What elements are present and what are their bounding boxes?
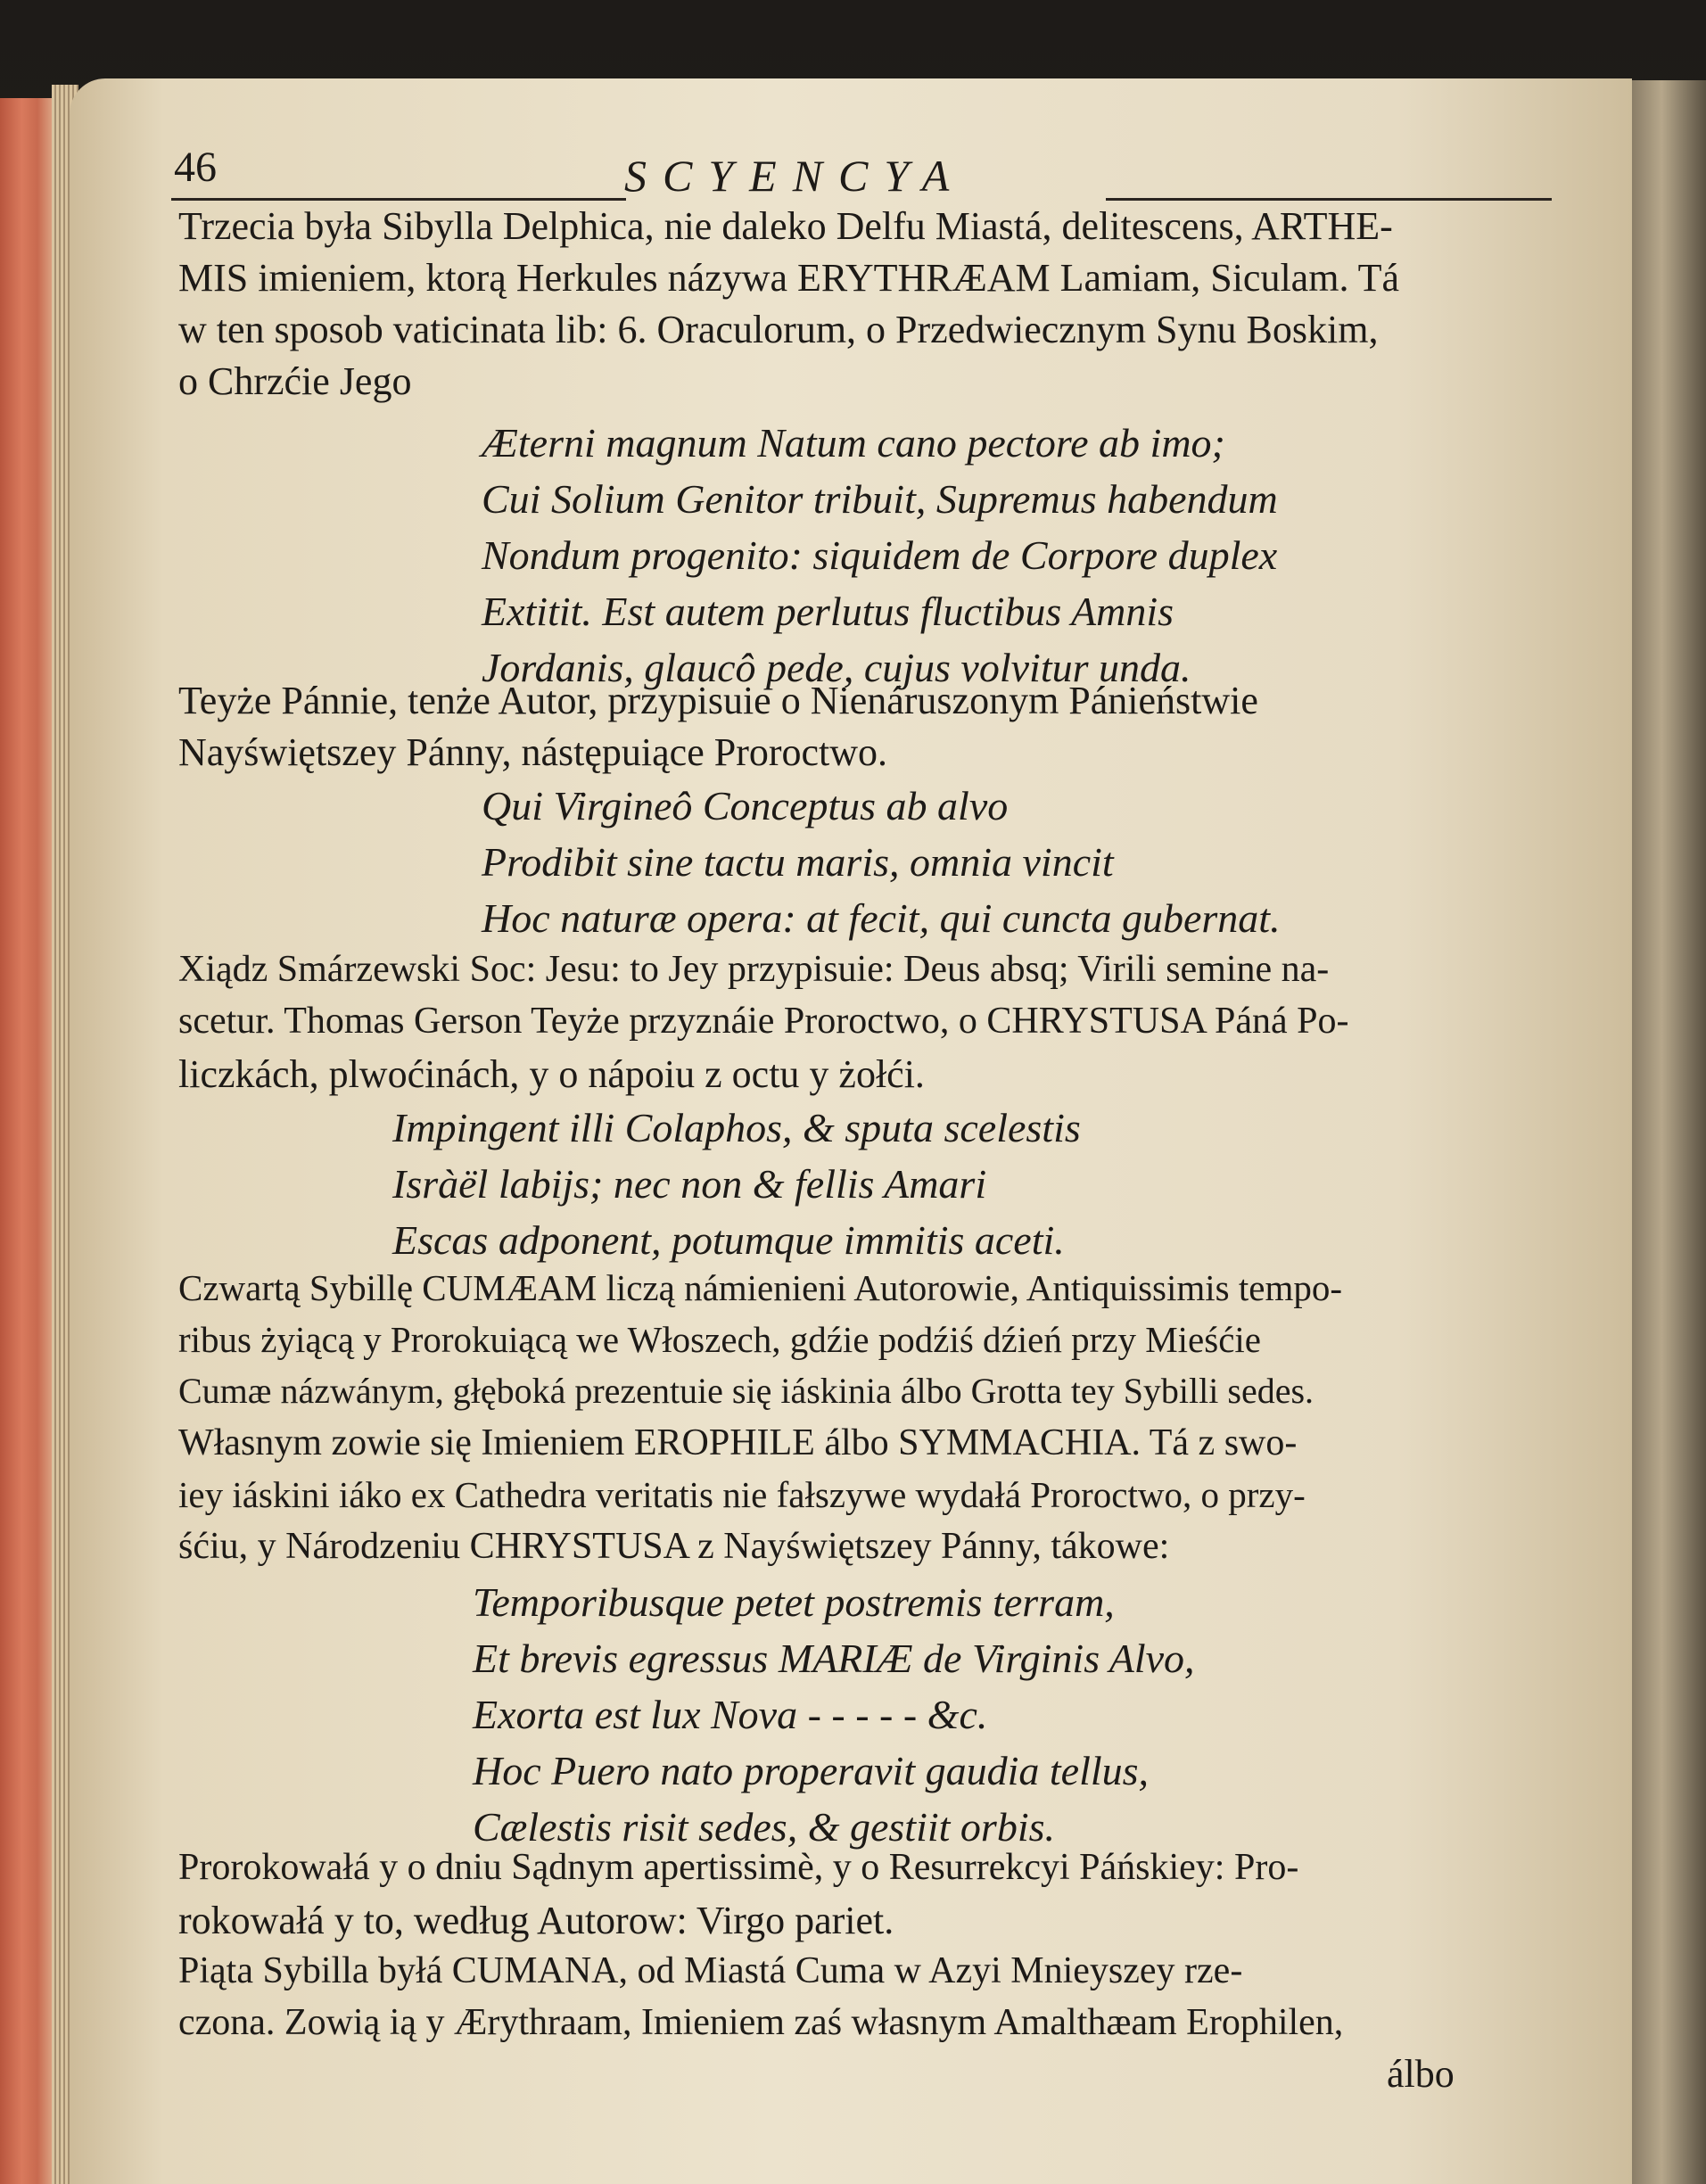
text-line: Cumæ názwánym, głęboká prezentuie się iáskinia álbo Grotta tey Sybilli sedes.: [178, 1371, 1315, 1411]
header-rule-right: [1106, 198, 1552, 201]
verse-line: Cælestis risit sedes, & gestiit orbis.: [473, 1804, 1056, 1850]
catchword: álbo: [1387, 2052, 1455, 2096]
text-line: czona. Zowią ią y Ærythraam, Imieniem zaś własnym Amalthæam Erophilen,: [178, 2002, 1344, 2043]
verse-line: Impingent illi Colaphos, & sputa scelestis: [392, 1105, 1081, 1150]
text-line: scetur. Thomas Gerson Teyże przyznáie Proroctwo, o CHRYSTUSA Páná Po-: [178, 1001, 1349, 1042]
text-line: liczkách, plwoćinách, y o nápoiu z octu y żołći.: [178, 1052, 925, 1096]
text-line: o Chrzćie Jego: [178, 359, 412, 403]
verse-line: Et brevis egressus MARIÆ de Virginis Alvo,: [473, 1636, 1195, 1681]
verse-line: Prodibit sine tactu maris, omnia vincit: [482, 839, 1114, 885]
verse-line: Temporibusque petet postremis terram,: [473, 1579, 1115, 1625]
text-line: ribus żyiącą y Prorokuiącą we Włoszech, gdźie podźiś dźień przy Mieśćie: [178, 1319, 1261, 1360]
verse-line: Nondum progenito: siquidem de Corpore duplex: [482, 532, 1278, 578]
page-number: 46: [174, 144, 217, 191]
verse-line: Hoc naturæ opera: at fecit, qui cuncta gubernat.: [482, 895, 1281, 941]
running-title: SCYENCYA: [624, 151, 966, 201]
verse-line: Isràël labijs; nec non & fellis Amari: [392, 1161, 987, 1207]
text-line: iey iáskini iáko ex Cathedra veritatis nie fałszywe wydałá Proroctwo, o przy-: [178, 1474, 1306, 1515]
verse-line: Qui Virgineô Conceptus ab alvo: [482, 783, 1009, 828]
verse-line: Escas adponent, potumque immitis aceti.: [392, 1217, 1065, 1263]
facing-page-edge: [1632, 80, 1706, 2184]
verse-line: Jordanis, glaucô pede, cujus volvitur unda.: [482, 645, 1191, 690]
text-line: rokowałá y to, według Autorow: Virgo pariet.: [178, 1899, 894, 1942]
text-line: Własnym zowie się Imieniem EROPHILE álbo SYMMACHIA. Tá z swo-: [178, 1422, 1298, 1463]
text-line: w ten sposob vaticinata lib: 6. Oraculorum, o Przedwiecznym Synu Boskim,: [178, 308, 1379, 351]
verse-line: Extitit. Est autem perlutus fluctibus Amnis: [482, 589, 1174, 634]
text-line: Czwartą Sybillę CUMÆAM liczą námienieni Autorowie, Antiquissimis tempo-: [178, 1267, 1343, 1308]
text-line: Prorokowałá y o dniu Sądnym apertissimè, y o Resurrekcyi Páńskiey: Pro-: [178, 1847, 1299, 1888]
text-line: Nayświętszey Pánny, nástępuiące Proroctwo.: [178, 730, 888, 774]
text-line: MIS imieniem, ktorą Herkules názywa ERYTHRÆAM Lamiam, Siculam. Tá: [178, 256, 1400, 300]
verse-line: Cui Solium Genitor tribuit, Supremus habendum: [482, 476, 1278, 522]
verse-line: Æterni magnum Natum cano pectore ab imo;: [482, 420, 1225, 466]
verse-line: Hoc Puero nato properavit gaudia tellus,: [473, 1748, 1150, 1793]
verse-line: Exorta est lux Nova - - - - - &c.: [473, 1692, 988, 1737]
text-line: śćiu, y Národzeniu CHRYSTUSA z Nayświętszey Pánny, tákowe:: [178, 1526, 1170, 1567]
header-rule-left: [171, 198, 626, 201]
text-line: Teyże Pánnie, tenże Autor, przypisuie o Nienáruszonym Pánieństwie: [178, 679, 1258, 722]
text-line: Piąta Sybilla byłá CUMANA, od Miastá Cuma w Azyi Mnieyszey rze-: [178, 1950, 1243, 1991]
text-line: Xiądz Smárzewski Soc: Jesu: to Jey przypisuie: Deus absq; Virili semine na-: [178, 949, 1330, 990]
text-line: Trzecia była Sibylla Delphica, nie daleko Delfu Miastá, delitescens, ARTHE-: [178, 204, 1393, 248]
